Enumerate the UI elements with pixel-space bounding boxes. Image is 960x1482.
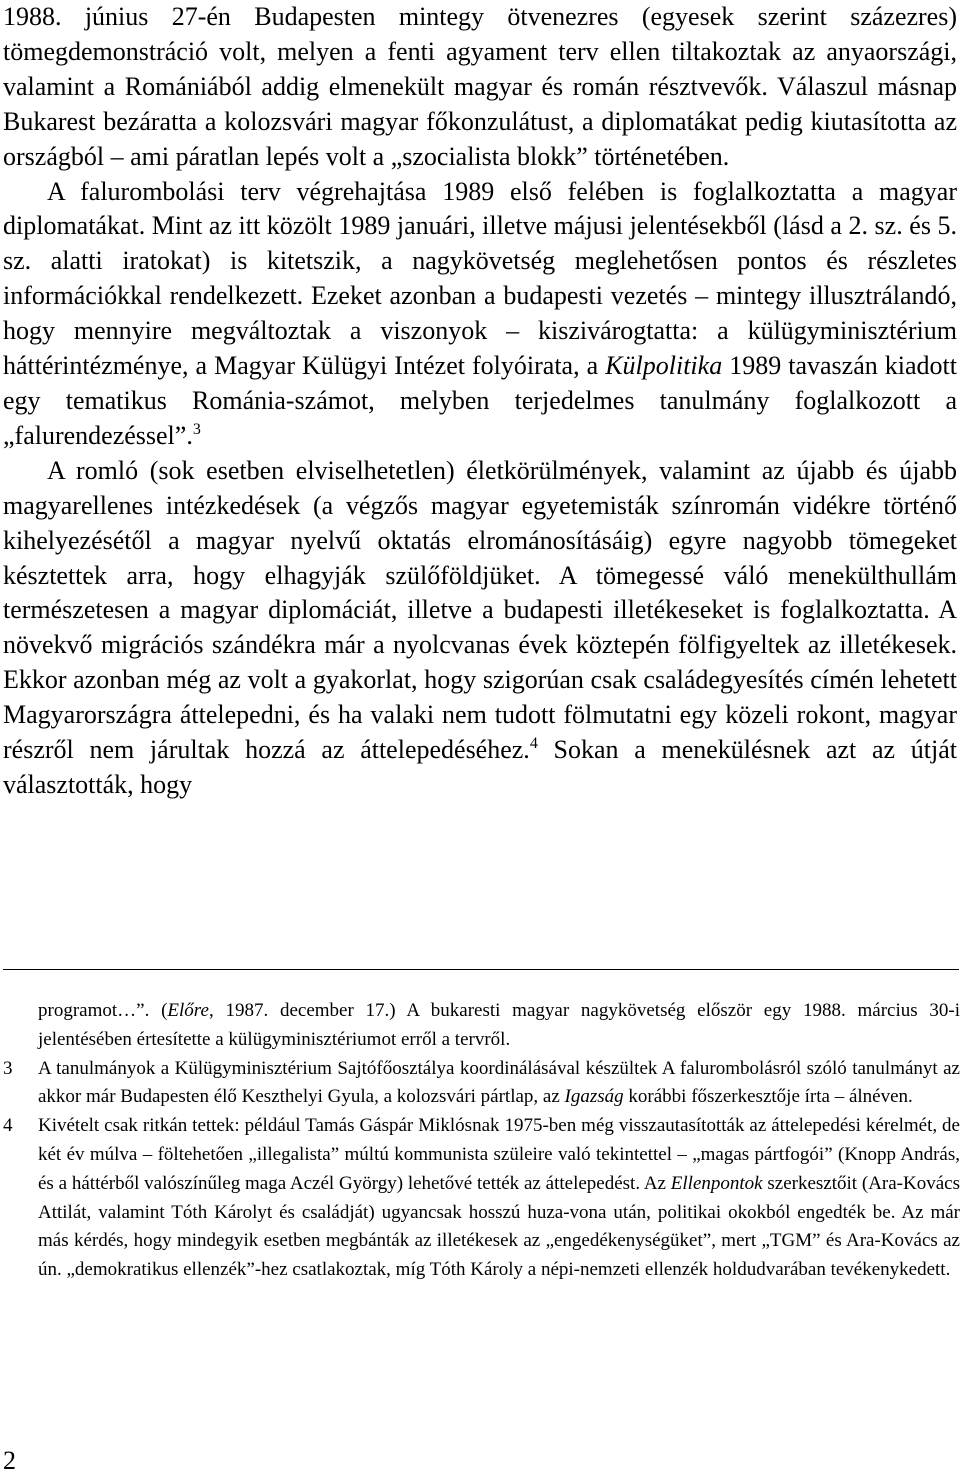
paragraph-2-end: 1989 tavaszán kiadott egy tematikus Románia-számot, melyben terjedelmes tanulmány foglalkozott a „falurendezéssel”. — [3, 351, 957, 450]
paragraph-3 — [3, 454, 957, 803]
footnote-ref-4[interactable]: 4 — [529, 735, 538, 753]
newspaper-title-igazsag: Igazság — [564, 1086, 624, 1108]
journal-title-kulpolitika: Külpolitika — [605, 351, 723, 381]
footnote-ref-3[interactable]: 3 — [192, 420, 201, 438]
footnote-continuation: programot…”. (Előre, 1987. december 17.) A bukaresti magyar nagykövetség először egy 1988. március 30-i jelentésében értesítette a külügyminisztériumot erről a tervről. — [38, 1000, 960, 1050]
paragraph-1: 1988. június 27-én Budapesten mintegy ötvenezres (egyesek szerint százezres) tömegdemonstráció volt, melyen a fenti agyament terv ellen tiltakoztak az anyaországi, valamint a Romániából addig elmenekült magyar és román résztvevők. Válaszul másnap Bukarest bezáratta a kolozsvári magyar főkonzulátust, a diplomatákat pedig kiutasította az országból – ami páratlan lepés volt a „szocialista blokk” történetében. — [3, 2, 957, 171]
paragraph-2 — [3, 175, 957, 454]
footnote-divider — [3, 969, 959, 970]
footnotes — [3, 997, 960, 1285]
main-text — [3, 0, 957, 803]
paragraph-3-start: A romló (sok esetben elviselhetetlen) életkörülmények, valamint az újabb és újabb magyarellenes intézkedések (a végzős magyar egyetemisták színromán vidékre történő kihelyezésétől a magyar nyelvű oktatás elrománosításáig) egyre nagyobb tömegeket késztettek arra, hogy elhagyják szülőföldjüket. A tömegessé váló menekülthullám természetesen a magyar diplomáciát, illetve a budapesti illetékeseket is foglalkoztatta. A növekvő migrációs szándékra már a nyolcvanas évek köztepén fölfigyeltek az illetékesek. Ekkor azonban még az volt a gyakorlat, hogy szigorúan csak családegyesítés címén lehetett Magyarországra áttelepedni, és ha valaki nem tudott fölmutatni egy közeli rokont, magyar részről nem járultak hozzá az áttelepedéséhez. — [3, 455, 957, 765]
footnote-4: 4 Kivételt csak ritkán tettek: például Tamás Gáspár Miklósnak 1975-ben még visszautasították az áttelepedési kérelmét, de két év múlva – föltehetően „illegalista” múltú kommunista szüleire való tekintettel – „magas pártfogói” (Knopp András, és a háttérből valószínűleg maga Aczél György) lehetővé tették az áttelepedést. Az Ellenpontok szerkesztőit (Ara-Kovács Attilát, valamint Tóth Károlyt és családját) ugyancsak hosszú huza-vona után, politikai okokból engedték be. Az már más kérdés, hogy mindegyik esetben megbánták az illetékesek az „engedékenységüket”, mert „TGM” és Ara-Kovács az ún. „demokratikus ellenzék”-hez csatlakoztak, míg Tóth Károly a népi-nemzeti ellenzék holdudvarában tevékenykedett. — [3, 1112, 960, 1285]
page-number: 2 — [3, 1446, 16, 1475]
newspaper-title-elore: Előre — [167, 1000, 209, 1021]
paragraph-3-end: Sokan a menekülésnek azt az útját választották, hogy — [3, 735, 957, 799]
footnote-3: 3 A tanulmányok a Külügyminisztérium Sajtófőosztálya koordinálásával készültek A falurombolásról szóló tanulmányt az akkor már Budapesten élő Keszthelyi Gyula, a kolozsvári pártlap, az Igazság korábbi főszerkesztője írta – álnéven. — [3, 1055, 960, 1113]
footnote-4-number: 4 — [3, 1115, 13, 1137]
footnote-3-number: 3 — [3, 1057, 13, 1079]
journal-title-ellenpontok: Ellenpontok — [670, 1172, 763, 1194]
paragraph-2-start: A falurombolási terv végrehajtása 1989 első felében is foglalkoztatta a magyar diplomatákat. Mint az itt közölt 1989 januári, illetve májusi jelentésekből (lásd a 2. sz. és 5. sz. alatti iratokat) is kitetszik, a nagykövetség meglehetősen pontos és részletes információkkal rendelkezett. Ezeket azonban a budapesti vezetés – mintegy illusztrálandó, hogy mennyire megváltoztak a viszonyok – kiszivárogtatta: a külügyminisztérium háttérintézménye, a Magyar Külügyi Intézet folyóirata, a — [3, 176, 957, 381]
